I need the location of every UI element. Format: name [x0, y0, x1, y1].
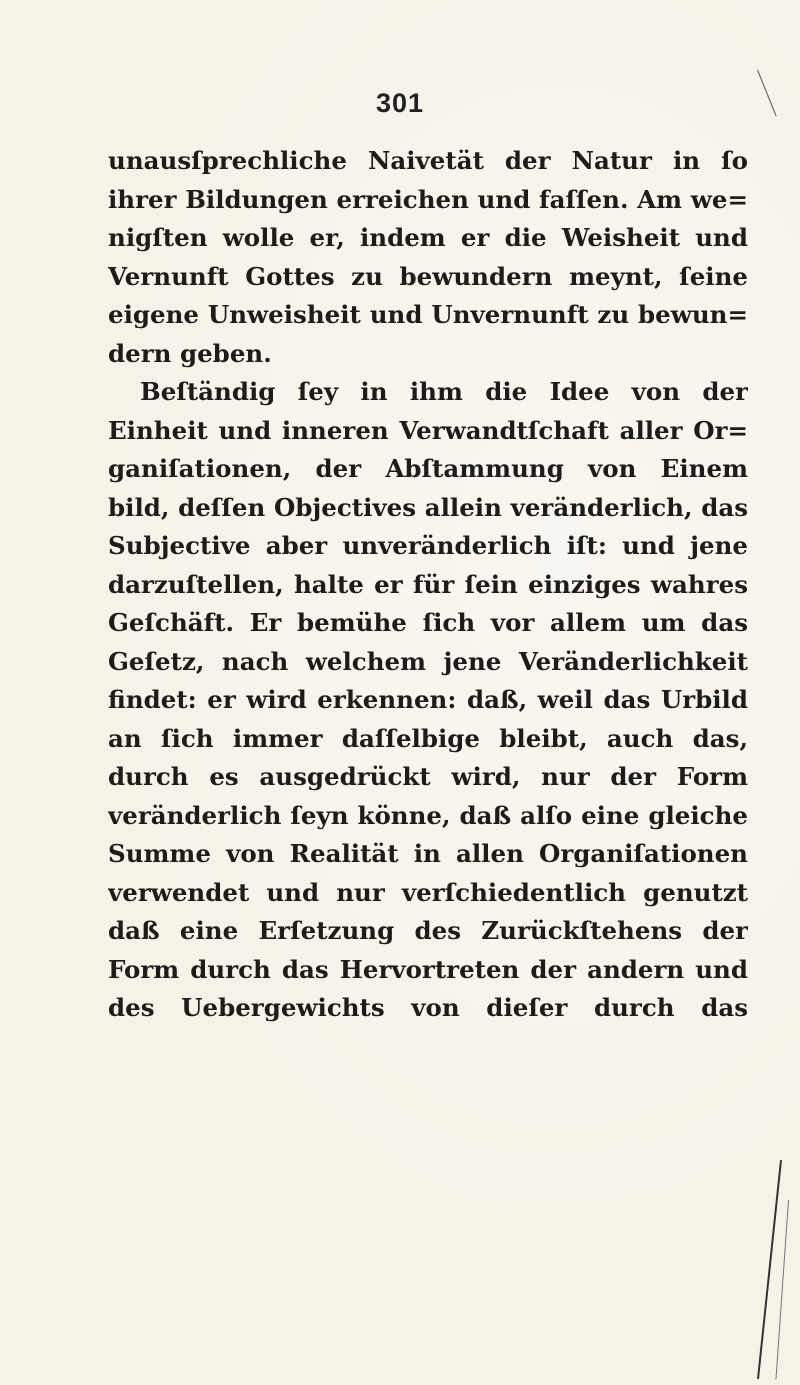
- text-line: verwendet und nur verſchiedentlich genutzt: [108, 877, 748, 907]
- text-line: des Uebergewichts von dieſer durch das: [108, 993, 748, 1022]
- text-line: durch es ausgedrückt wird, nur der Form: [108, 762, 748, 791]
- text-line: Geſchäft. Er bemühe ſich vor allem um das: [108, 608, 748, 637]
- text-line: ihrer Bildungen erreichen und faſſen. Am we=: [108, 184, 748, 214]
- page-edge-mark: [775, 1200, 789, 1380]
- text-line: Summe von Realität in allen Organiſationen: [108, 839, 748, 868]
- text-line: nigſten wolle er, indem er die Weisheit und: [108, 223, 748, 252]
- text-line: Einheit und inneren Verwandtſchaft aller Or=: [108, 415, 748, 445]
- text-line: an ſich immer daſſelbige bleibt, auch das,: [108, 723, 748, 753]
- text-line: daß eine Erſetzung des Zurückſtehens der: [108, 916, 748, 945]
- text-line: eigene Unweisheit und Unvernunft zu bewun=: [108, 300, 748, 329]
- text-line: findet: er wird erkennen: daß, weil das Urbild: [108, 685, 748, 714]
- text-line: Vernunft Gottes zu bewundern meynt, ſeine: [108, 261, 748, 291]
- text-line: veränderlich ſeyn könne, daß alſo eine gleiche: [108, 800, 748, 830]
- text-line: Beſtändig ſey in ihm die Idee von der: [140, 377, 748, 406]
- text-line: Form durch das Hervortreten der andern und: [108, 954, 748, 984]
- text-line: Subjective aber unveränderlich iſt: und jene: [108, 531, 748, 560]
- text-line: ganiſationen, der Abſtammung von Einem: [108, 454, 748, 483]
- text-line: unausſprechliche Naivetät der Natur in ſo: [108, 146, 748, 175]
- text-line: Geſetz, nach welchem jene Veränderlichkeit: [108, 646, 748, 676]
- page-number: 301: [375, 88, 425, 118]
- text-line: darzuſtellen, halte er für ſein einziges wahres: [108, 569, 748, 599]
- body-text: [108, 142, 748, 1028]
- text-line: bild, deſſen Objectives allein veränderlich, das: [108, 492, 748, 522]
- text-line: dern geben.: [108, 338, 272, 368]
